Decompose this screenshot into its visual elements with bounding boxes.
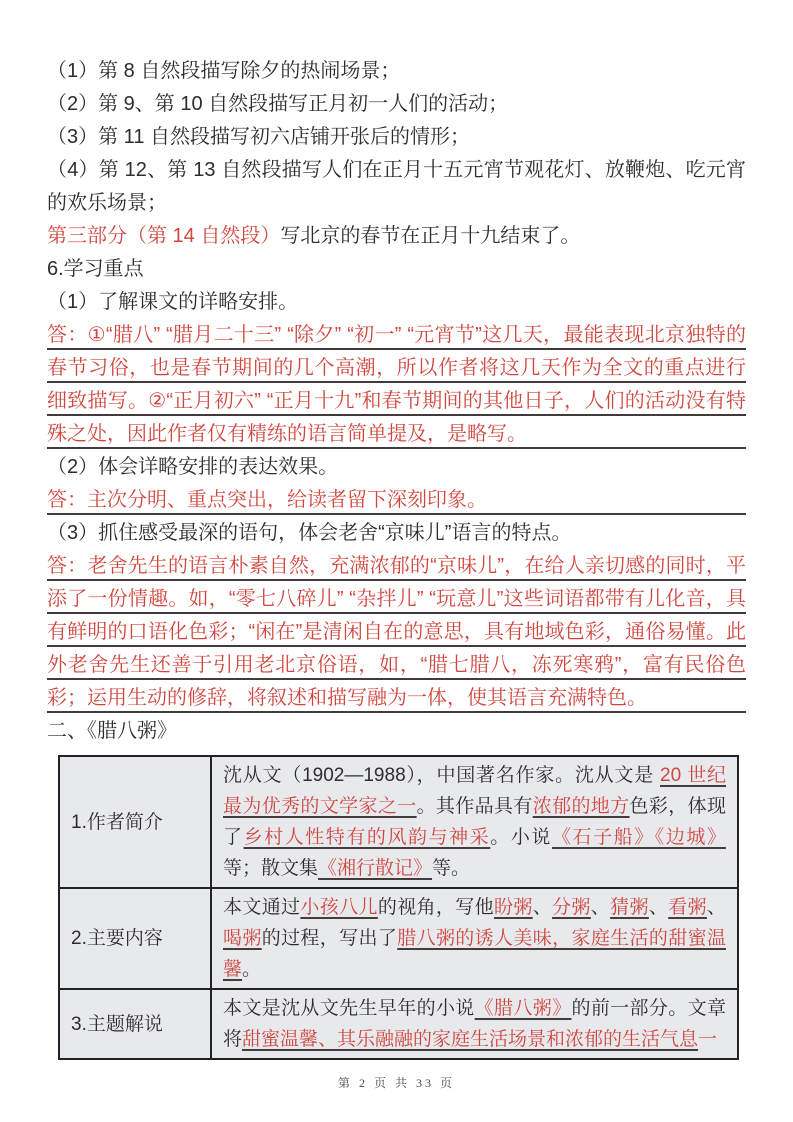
list-item-3: （3）第 11 自然段描写初六店铺开张后的情形； (47, 126, 470, 148)
answer-3: 答：老舍先生的语言朴素自然，充满浓郁的“京味儿”，在给人亲切感的同时，平添了一份情趣。如，“零七八碎儿” “杂拌儿” “玩意儿”这些词语都带有儿化音，具有鲜明的口语化色彩；“闲在”是清闲自在的意思，具有地域色彩，通俗易懂。此外老舍先生还善于引用老北京俗语，如，“腊七腊八，冻死寒鸦”，富有民俗色彩；运用生动的修辞，将叙述和描写融为一体，使其语言充满特色。 (47, 550, 746, 715)
summary-table (58, 755, 739, 1060)
text-segment: 《湘行散记》 (318, 858, 433, 879)
part3-text: 写北京的春节在正月十九结束了。 (280, 225, 581, 247)
list-item-4: （4）第 12、第 13 自然段描写人们在正月十五元宵节观花灯、放鞭炮、吃元宵的欢乐场景； (47, 159, 746, 214)
question-3: （3）抓住感受最深的语句，体会老舍“京味儿”语言的特点。 (47, 522, 572, 544)
table-row-theme (59, 989, 738, 1059)
text-segment: 《石子船》《边城》 (551, 827, 726, 848)
text-segment: 甜蜜温馨、其乐融融的家庭生活场景和浓郁的生活气息 (242, 1029, 699, 1050)
study-focus-heading: 6.学习重点 (47, 258, 144, 280)
text-segment: 等。 (432, 858, 471, 879)
text-segment: 、 (648, 897, 669, 918)
answer-2: 答：主次分明、重点突出，给读者留下深刻印象。 (47, 484, 746, 517)
list-item-2: （2）第 9、第 10 自然段描写正月初一人们的活动； (47, 93, 509, 115)
answer-1: 答：①“腊八” “腊月二十三” “除夕” “初一” “元宵节”这几天，最能表现北京独特的春节习俗，也是春节期间的几个高潮，所以作者将这几天作为全文的重点进行细致描写。②“正月初六” “正月十九”和春节期间的其他日子，人们的活动没有特殊之处，因此作者仅有精练的语言简单提及，是略写。 (47, 319, 746, 451)
text-segment: 沈从文（1902—1988），中国著名作家。沈从文是 (223, 765, 661, 786)
text-segment: 、 (532, 897, 553, 918)
text-segment: 、 (706, 897, 726, 918)
text-segment: 的前一部分。文章将 (223, 998, 726, 1050)
text-segment: 看粥 (668, 897, 707, 918)
row-content-theme (211, 989, 738, 1059)
text-segment: 腊八粥的诱人美味，家庭生活的甜蜜温馨 (223, 928, 726, 980)
text-segment: 色彩，体现了 (223, 796, 726, 848)
table-row-author (59, 756, 738, 888)
row-content-author (211, 756, 738, 888)
text-segment: 盼粥 (493, 897, 533, 918)
text-segment: 。其作品具有 (416, 796, 533, 817)
page-content (47, 55, 746, 1060)
text-segment: 的视角，写他 (377, 897, 494, 918)
row-content-main-content (211, 888, 738, 989)
row-label-main-content: 2.主要内容 (59, 888, 211, 989)
text-segment: 分粥 (552, 897, 591, 918)
text-segment: 。 (242, 959, 262, 980)
text-segment: 。小说 (490, 827, 552, 848)
text-segment: 小孩八儿 (300, 897, 378, 918)
section2-heading: 二、《腊八粥》 (47, 720, 177, 742)
table-row-main-content (59, 888, 738, 989)
question-2: （2）体会详略安排的表达效果。 (47, 456, 339, 478)
list-item-1: （1）第 8 自然段描写除夕的热闹场景； (47, 60, 401, 82)
part3-label: 第三部分（第 14 自然段） (47, 225, 281, 247)
part3-line (47, 220, 746, 253)
text-segment: 等；散文集 (223, 858, 319, 879)
text-segment: 的过程，写出了 (261, 928, 398, 949)
row-label-author: 1.作者简介 (59, 756, 211, 888)
text-segment: 本文是沈从文先生早年的小说 (223, 998, 475, 1019)
text-segment: 浓郁的地方 (532, 796, 630, 817)
text-segment: 乡村人性特有的风韵与神采 (243, 827, 491, 848)
text-segment: 《腊八粥》 (474, 998, 572, 1019)
page-number-footer: 第 2 页 共 33 页 (337, 1076, 455, 1090)
text-segment: 喝粥 (223, 928, 262, 949)
text-segment: 、 (590, 897, 611, 918)
question-1: （1）了解课文的详略安排。 (47, 291, 299, 313)
row-label-theme: 3.主题解说 (59, 989, 211, 1059)
text-segment: 猜粥 (610, 897, 649, 918)
text-segment: 20 世纪最为优秀的文学家之一 (223, 765, 726, 817)
text-segment: 本文通过 (223, 897, 301, 918)
text-segment: 一 (698, 1029, 718, 1050)
